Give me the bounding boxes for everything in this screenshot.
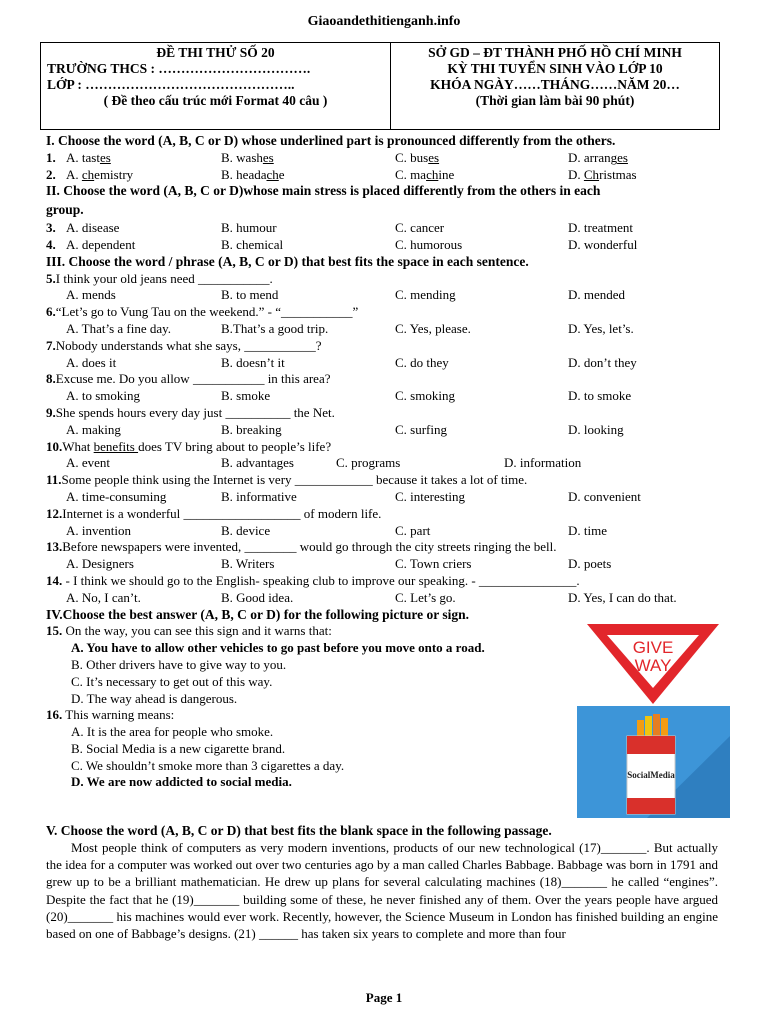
question-9-options [46, 422, 726, 439]
pack-brand-text: SocialMedia [627, 770, 675, 780]
section-2-heading: II. Choose the word (A, B, C or D)whose main stress is placed differently from the others in each [46, 183, 601, 199]
pack-bottom-band [627, 798, 675, 814]
question-14-options [46, 590, 726, 607]
option-a: A. chemistry [66, 166, 134, 182]
option-d: D. looking [568, 421, 624, 437]
cigarette-pack-image [577, 706, 730, 818]
question-14-stem: 14. - I think we should go to the English- speaking club to improve our speaking. - _______________. [46, 572, 580, 588]
question-16-option-c: C. We shouldn’t smoke more than 3 cigarettes a day. [71, 757, 345, 773]
option-d: D. mended [568, 287, 626, 303]
question-12-stem: 12.Internet is a wonderful __________________ of modern life. [46, 505, 382, 521]
option-c: C. smoking [395, 388, 455, 404]
section-2-heading-cont: group. [46, 202, 84, 218]
question-1 [46, 150, 726, 167]
option-b: B. chemical [221, 236, 284, 252]
option-d: D. poets [568, 556, 612, 572]
option-c: C. buses [395, 149, 440, 165]
exam-header-box [40, 42, 720, 130]
section-5-heading: V. Choose the word (A, B, C or D) that best fits the blank space in the following passage. [46, 823, 552, 838]
option-a: A. invention [66, 522, 131, 538]
option-b: B. to mend [221, 287, 279, 303]
exam-date: KHÓA NGÀY……THÁNG……NĂM 20… [430, 77, 680, 92]
option-c: C. interesting [395, 488, 466, 504]
question-15-option-c: C. It’s necessary to get out of this way. [71, 673, 273, 689]
page-number: Page 1 [365, 990, 403, 1005]
option-a: A. mends [66, 287, 116, 303]
question-2 [46, 167, 726, 184]
question-8-options [46, 388, 726, 405]
question-15-option-a: A. You have to allow other vehicles to go past before you move onto a road. [71, 640, 485, 656]
option-d: D. wonderful [568, 236, 638, 252]
pack-lid [627, 736, 675, 754]
sign-text-way: WAY [634, 656, 672, 675]
option-a: A. to smoking [66, 388, 141, 404]
exam-header-right [391, 43, 719, 129]
question-10-stem: 10.What benefits does TV bring about to people’s life? [46, 438, 332, 454]
option-d: D. Yes, let’s. [568, 320, 634, 336]
option-b: B. advantages [221, 455, 294, 471]
exam-header-left [41, 43, 391, 129]
option-c: C. Yes, please. [395, 320, 471, 336]
option-c: C. part [395, 522, 431, 538]
question-13-stem: 13.Before newspapers were invented, ________ would go through the city streets ringing the bell. [46, 539, 557, 555]
question-number: 2. [46, 166, 56, 182]
exam-name: KỲ THI TUYỂN SINH VÀO LỚP 10 [447, 61, 663, 76]
option-a: A. disease [66, 220, 120, 236]
option-c: C. Town criers [395, 556, 472, 572]
option-d: D. information [504, 455, 582, 471]
school-field: TRƯỜNG THCS : ……………………………. [47, 61, 311, 76]
option-d: D. treatment [568, 220, 633, 236]
reading-passage [46, 822, 718, 942]
option-d: D. Christmas [568, 166, 637, 182]
question-10-options [46, 455, 726, 472]
question-15-option-b: B. Other drivers have to give way to you. [71, 656, 287, 672]
question-12-options [46, 523, 726, 540]
option-d: D. to smoke [568, 388, 632, 404]
exam-title: ĐỀ THI THỬ SỐ 20 [156, 45, 275, 60]
option-c: C. machine [395, 166, 455, 182]
option-c: C. surfing [395, 421, 447, 437]
option-b: B. smoke [221, 388, 271, 404]
option-b: B.That’s a good trip. [221, 320, 329, 336]
question-11-stem: 11.Some people think using the Internet is very ____________ because it takes a lot of time. [46, 472, 528, 488]
option-a: A. Designers [66, 556, 134, 572]
question-5-stem: 5.I think your old jeans need ___________. [46, 270, 273, 286]
question-13-options [46, 556, 726, 573]
option-c: C. mending [395, 287, 456, 303]
question-3 [46, 220, 726, 237]
option-b: B. headache [221, 166, 285, 182]
site-header: Giaoandethitienganh.info [307, 14, 461, 29]
question-number: 3. [46, 220, 56, 236]
section-1-heading: I. Choose the word (A, B, C or D) whose underlined part is pronounced differently from the others. [46, 133, 616, 148]
option-d: D. arranges [568, 149, 628, 165]
option-b: B. device [221, 522, 271, 538]
option-c: C. do they [395, 354, 449, 370]
question-7-stem: 7.Nobody understands what she says, ___________? [46, 337, 322, 353]
department-name: SỞ GD – ĐT THÀNH PHỐ HỒ CHÍ MINH [428, 45, 682, 60]
question-16-stem: 16. This warning means: [46, 707, 175, 723]
option-d: D. Yes, I can do that. [568, 589, 677, 605]
question-7-options [46, 355, 726, 372]
option-c: C. programs [336, 455, 401, 471]
option-c: C. cancer [395, 220, 445, 236]
time-limit: (Thời gian làm bài 90 phút) [475, 93, 635, 108]
section-4-heading: IV.Choose the best answer (A, B, C or D) for the following picture or sign. [46, 606, 470, 622]
option-d: D. time [568, 522, 607, 538]
option-b: B. breaking [221, 421, 282, 437]
sign-text-give: GIVE [632, 638, 674, 657]
option-a: A. does it [66, 354, 117, 370]
question-16-option-a: A. It is the area for people who smoke. [71, 724, 274, 740]
question-4 [46, 237, 726, 254]
option-a: A. No, I can’t. [66, 589, 141, 605]
option-a: A. That’s a fine day. [66, 320, 172, 336]
option-b: B. washes [221, 149, 274, 165]
class-field: LỚP : ……………………………………….. [47, 77, 295, 92]
question-number: 4. [46, 236, 56, 252]
format-note: ( Đề theo cấu trúc mới Format 40 câu ) [103, 93, 328, 108]
passage-text: Most people think of computers as very modern inventions, products of our new technological (17)_______. But actually the idea for a computer was worked out over two centuries ago by a man called Charles Babbage. Babbage was born in 1791 and grew up to be a brilliant mathematician. He drew up plans for several calculating machines (18)_______ he called “engines”. Despite the fact that he (19)_______ building some of these, he never finished any of them. Over the years people have argued (20)_______ his machines would ever work. Recently, however, the Science Museum in London has finished building an engine based on one of Babbage’s designs. (21) ______ has taken six years to complete and more than four [46, 840, 718, 942]
option-c: C. humorous [395, 236, 463, 252]
question-5-options [46, 287, 726, 304]
option-b: B. humour [221, 220, 277, 236]
question-6-options [46, 321, 726, 338]
question-8-stem: 8.Excuse me. Do you allow ___________ in this area? [46, 371, 331, 387]
option-b: B. doesn’t it [221, 354, 285, 370]
option-d: D. convenient [568, 488, 641, 504]
question-11-options [46, 489, 726, 506]
option-c: C. Let’s go. [395, 589, 456, 605]
option-a: A. dependent [66, 236, 136, 252]
option-d: D. don’t they [568, 354, 637, 370]
option-b: B. Good idea. [221, 589, 294, 605]
give-way-sign-image [585, 622, 721, 706]
question-16-option-b: B. Social Media is a new cigarette brand. [71, 740, 286, 756]
question-15-stem: 15. On the way, you can see this sign and it warns that: [46, 623, 332, 639]
question-6-stem: 6.“Let’s go to Vung Tau on the weekend.” - “___________” [46, 304, 359, 320]
question-number: 1. [46, 149, 56, 165]
section-3-heading: III. Choose the word / phrase (A, B, C or D) that best fits the space in each sentence. [46, 253, 529, 269]
option-a: A. event [66, 455, 111, 471]
option-a: A. tastes [66, 149, 111, 165]
option-b: B. informative [221, 488, 297, 504]
question-9-stem: 9.She spends hours every day just __________ the Net. [46, 404, 335, 420]
question-15-option-d: D. The way ahead is dangerous. [71, 690, 238, 706]
option-b: B. Writers [221, 556, 275, 572]
question-16-option-d: D. We are now addicted to social media. [71, 774, 292, 790]
option-a: A. time-consuming [66, 488, 167, 504]
option-a: A. making [66, 421, 121, 437]
